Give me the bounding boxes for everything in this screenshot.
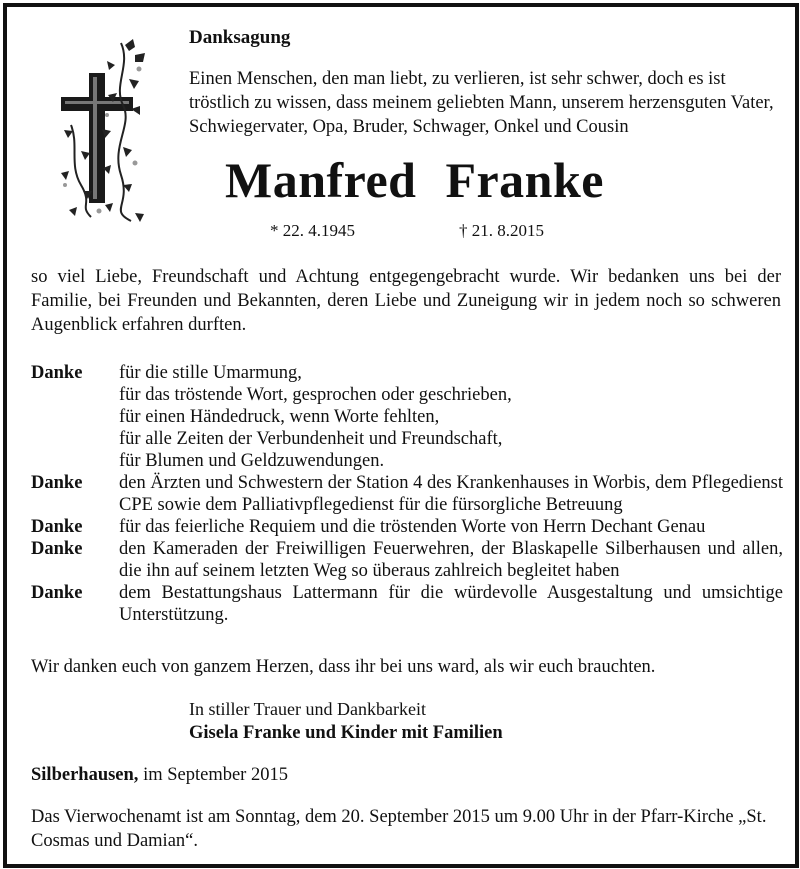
gratitude-paragraph: so viel Liebe, Freundschaft und Achtung entgegengebracht wurde. Wir bedanken uns bei der Familie, bei Freunden und Bekannten, deren Liebe und Zuneigung wir in jedem noch so schweren Augenblick erfahren durften. [31, 267, 781, 335]
place-town: Silberhausen, [31, 765, 139, 785]
thanks-line: für das tröstende Wort, gesprochen oder geschrieben, [119, 385, 512, 405]
intro-text: Einen Menschen, den man liebt, zu verlieren, ist sehr schwer, doch es ist tröstlich zu wissen, dass meinem geliebten Mann, unserem herzensguten Vater, Schwiegervater, Opa, Bruder, Schwager, Onkel und Cousin [189, 69, 774, 137]
thanks-label: Danke [31, 517, 83, 537]
thanks-row [31, 472, 783, 516]
thanks-text [119, 362, 783, 472]
deceased-name: Manfred Franke [225, 152, 604, 208]
thanks-label: Danke [31, 583, 83, 603]
thanks-text: für das feierliche Requiem und die tröstenden Worte von Herrn Dechant Genau [119, 517, 706, 537]
thanks-line: für die stille Umarmung, [119, 363, 302, 383]
death-date: † 21. 8.2015 [459, 221, 544, 240]
thanks-row [31, 516, 783, 538]
mass-notice: Das Vierwochenamt ist am Sonntag, dem 20. September 2015 um 9.00 Uhr in der Pfarr-Kirche „St. Cosmas und Damian“. [31, 807, 767, 851]
place-date [31, 765, 288, 786]
thanks-row [31, 582, 783, 626]
birth-date: * 22. 4.1945 [270, 221, 355, 240]
signature-family: Gisela Franke und Kinder mit Familien [189, 723, 503, 743]
thanks-label: Danke [31, 363, 83, 383]
thanks-text: den Kameraden der Freiwilligen Feuerwehren, der Blaskapelle Silberhausen und allen, die ihn auf seinem letzten Weg so überaus zahlreich begleitet haben [119, 539, 783, 581]
thanks-row [31, 538, 783, 582]
thanks-line: für einen Händedruck, wenn Worte fehlten, [119, 407, 440, 427]
thanks-label: Danke [31, 473, 83, 493]
thanks-line: für alle Zeiten der Verbundenheit und Freundschaft, [119, 429, 503, 449]
heading: Danksagung [189, 27, 291, 48]
place-month: im September 2015 [143, 765, 288, 785]
cross-with-ivy-icon [51, 35, 161, 230]
thanks-row [31, 362, 783, 472]
thanks-text: dem Bestattungshaus Lattermann für die würdevolle Ausgestaltung und umsichtige Unterstützung. [119, 583, 783, 625]
thanks-label: Danke [31, 539, 83, 559]
obituary-card [3, 3, 799, 868]
signature-line: In stiller Trauer und Dankbarkeit [189, 699, 426, 719]
thanks-list [31, 362, 783, 626]
thanks-line: für Blumen und Geldzuwendungen. [119, 451, 385, 471]
thanks-text: den Ärzten und Schwestern der Station 4 des Krankenhauses in Worbis, dem Pflegedienst CPE sowie dem Palliativpflegedienst für die fürsorgliche Betreuung [119, 473, 783, 515]
closing-text: Wir danken euch von ganzem Herzen, dass ihr bei uns ward, als wir euch brauchten. [31, 657, 656, 677]
